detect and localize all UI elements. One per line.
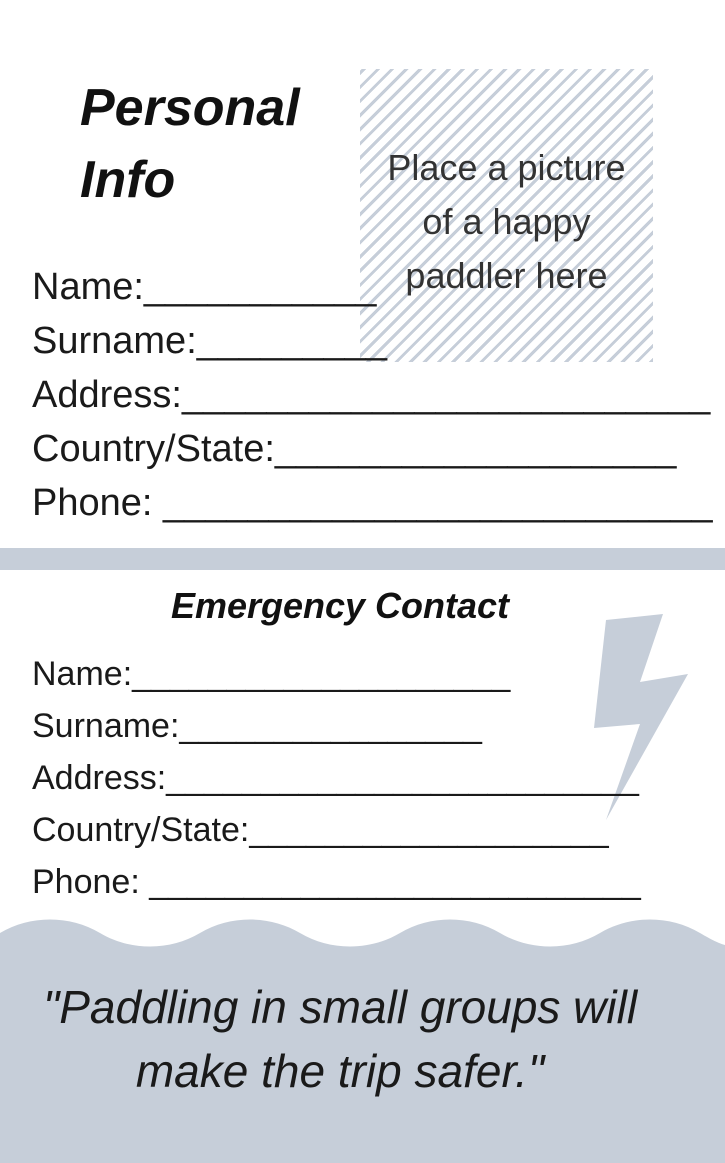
personal-info-title: Personal Info	[80, 79, 300, 209]
emergency-address-field[interactable]: Address:_________________________	[32, 759, 639, 797]
emergency-name-field[interactable]: Name:____________________	[32, 655, 511, 693]
photo-placeholder-text: Place a picture of a happy paddler here	[387, 147, 626, 296]
safety-quote: "Paddling in small groups will make the trip safer."	[42, 981, 638, 1097]
photo-placeholder[interactable]	[360, 69, 653, 362]
personal-name-field[interactable]: Name:___________	[32, 266, 377, 308]
personal-phone-field[interactable]: Phone: __________________________	[32, 482, 713, 524]
emergency-country-state-field[interactable]: Country/State:___________________	[32, 811, 609, 849]
emergency-contact-title: Emergency Contact	[170, 585, 510, 626]
personal-surname-field[interactable]: Surname:_________	[32, 320, 387, 362]
personal-country-state-field[interactable]: Country/State:___________________	[32, 428, 677, 470]
personal-address-field[interactable]: Address:_________________________	[32, 374, 711, 416]
section-divider-band	[0, 548, 725, 570]
emergency-surname-field[interactable]: Surname:________________	[32, 707, 482, 745]
emergency-phone-field[interactable]: Phone: __________________________	[32, 863, 641, 901]
